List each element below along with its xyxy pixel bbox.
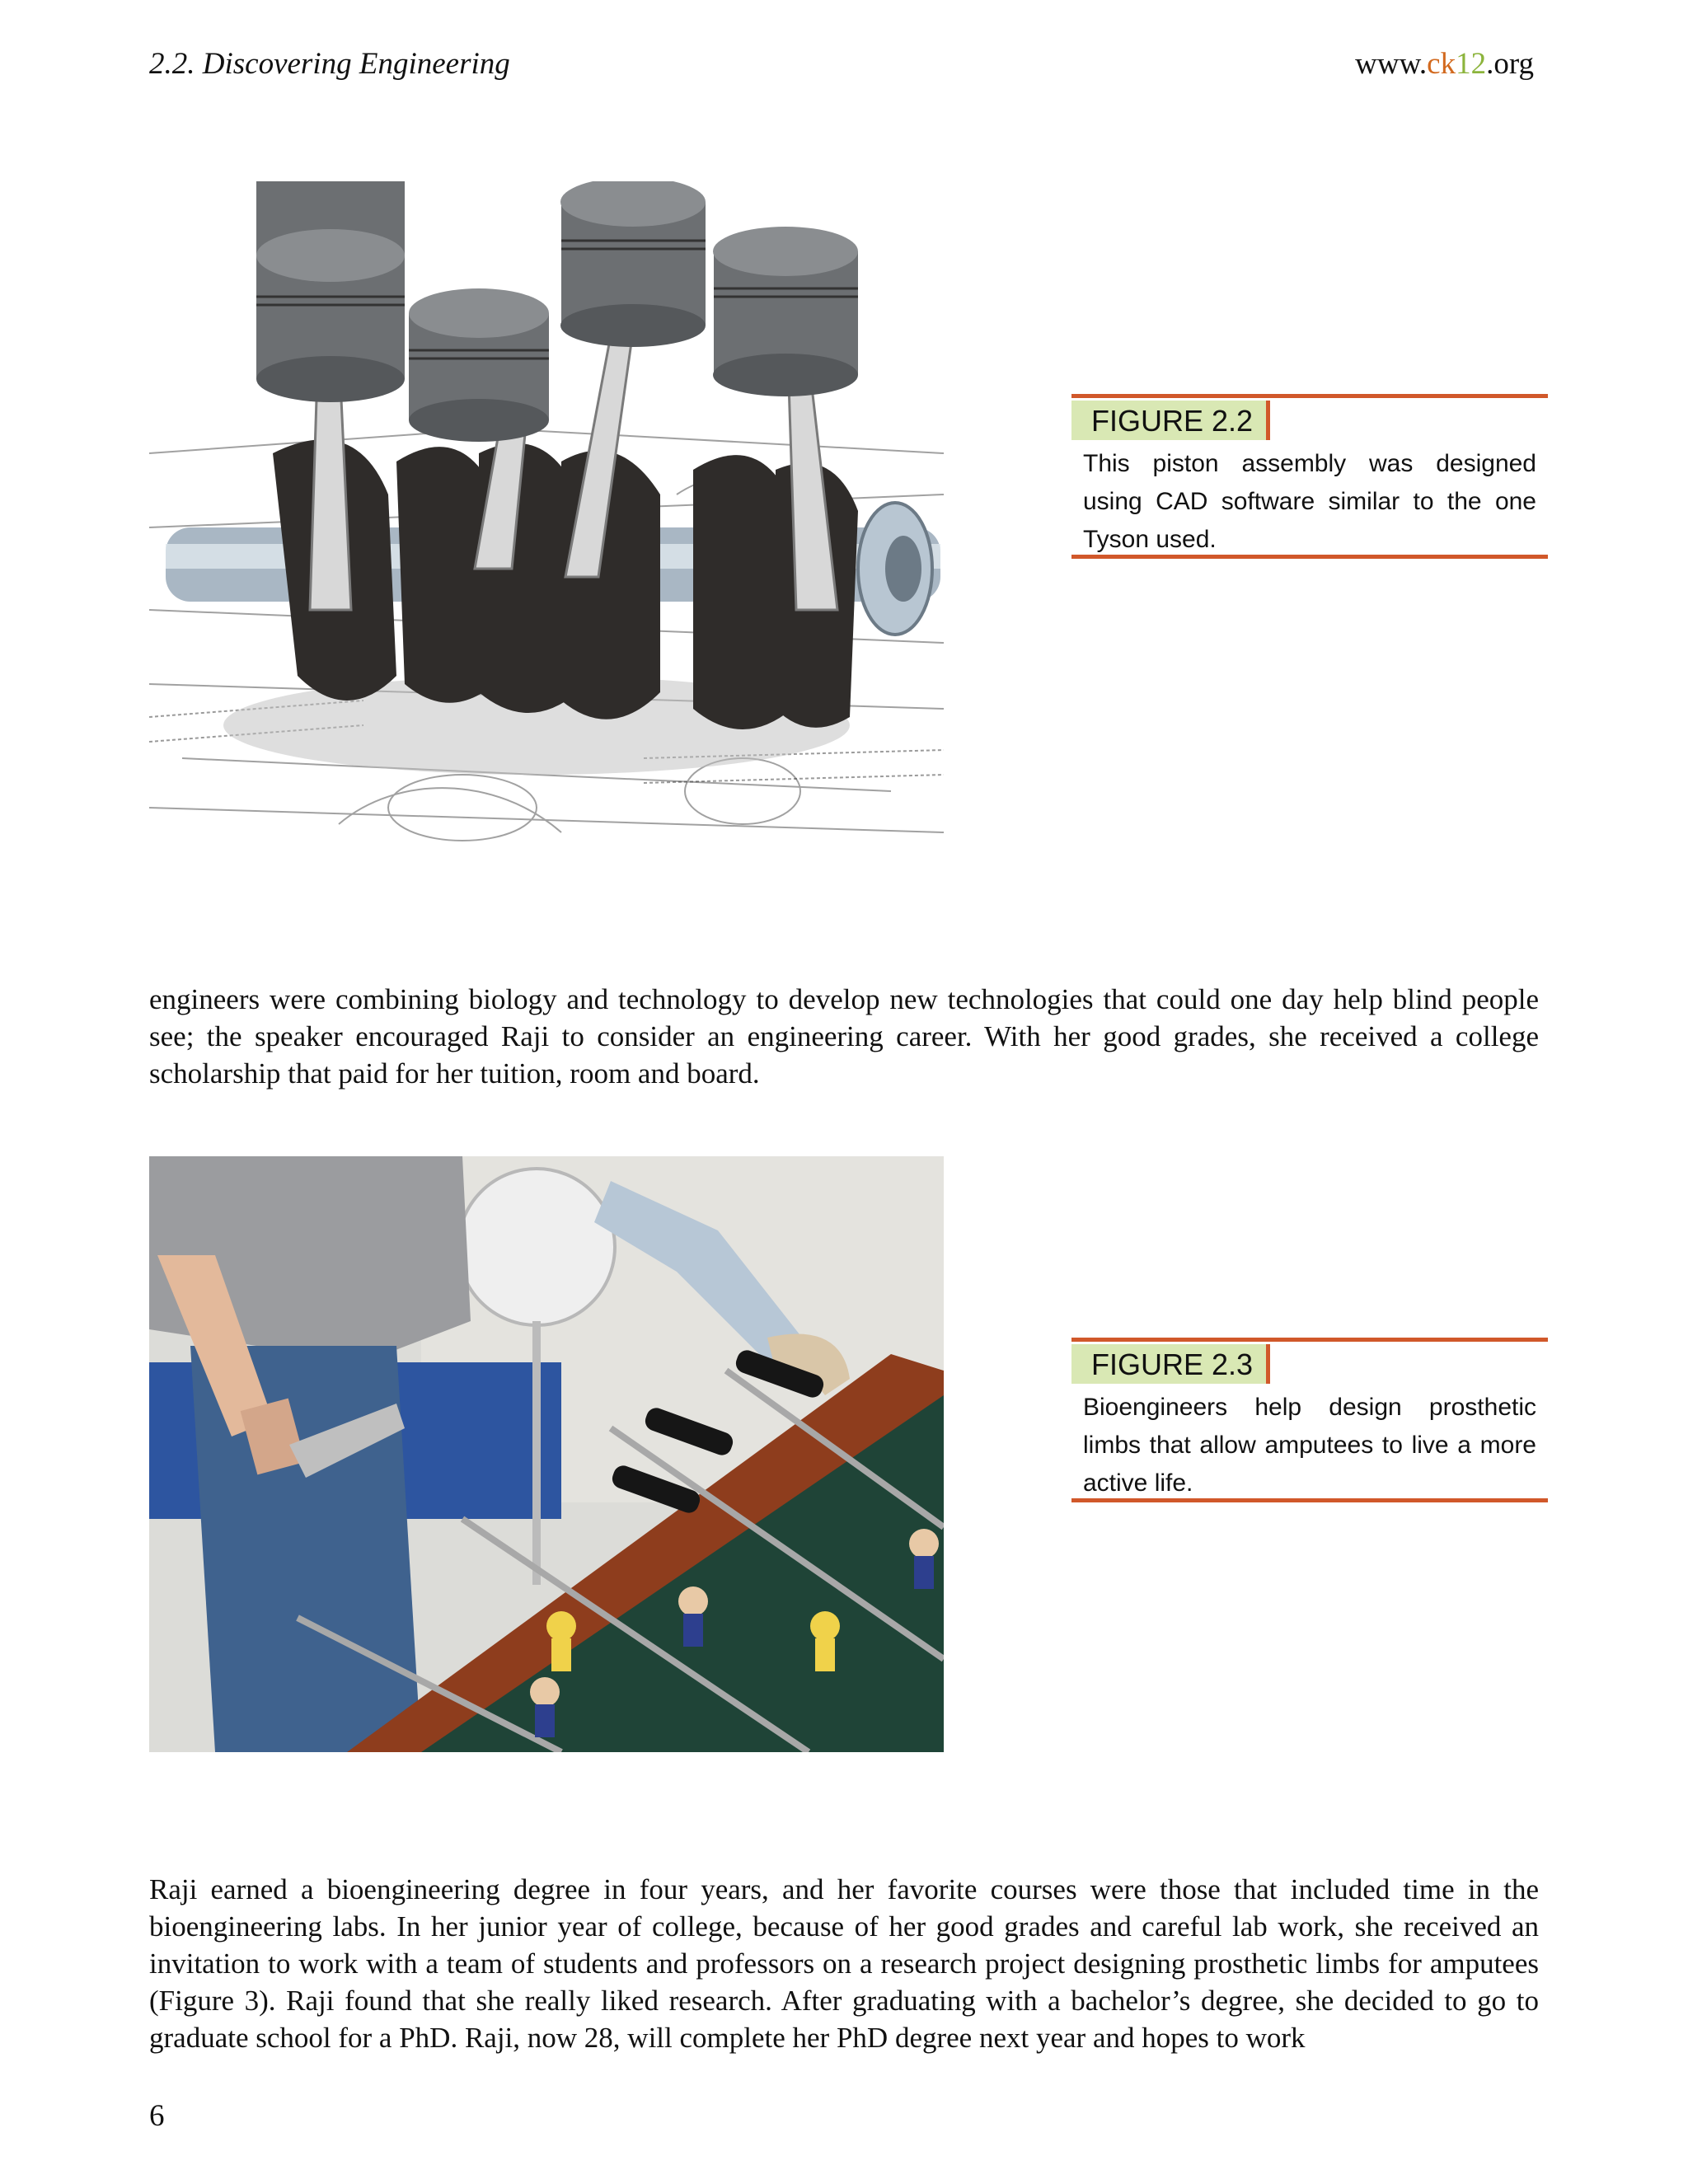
page-number: 6 — [149, 2099, 165, 2133]
figure-caption-text: This piston assembly was designed using CAD software similar to the one Tyson used. — [1083, 450, 1536, 553]
figure-2-2-caption — [1071, 394, 1548, 559]
figure-label: FIGURE 2.3 — [1071, 1344, 1270, 1384]
running-header-section: 2.2. Discovering Engineering — [149, 47, 510, 81]
running-header-url[interactable]: www.ck12.org — [1355, 47, 1534, 81]
figure-caption-text: Bioengineers help design prosthetic limbs that allow amputees to live a more active life. — [1083, 1394, 1536, 1497]
body-paragraph: Raji earned a bioengineering degree in four years, and her favorite courses were those that included time in the bioengineering labs. In her junior year of college, because of her good grades and careful lab work, she received an invitation to work with a team of students and professors on a research project designing prosthetic limbs for amputees (Figure 3). Raji found that she really liked research. After graduating with a bachelor’s degree, she decided to go to graduate school for a PhD. Raji, now 28, will complete her PhD degree next year and hopes to work — [149, 1873, 1539, 2054]
figure-2-3-caption — [1071, 1338, 1548, 1502]
body-paragraph: engineers were combining biology and technology to develop new technologies that could one day help blind people see; the speaker encouraged Raji to consider an engineering career. With her good grades, she received a college scholarship that paid for her tuition, room and board. — [149, 983, 1539, 1090]
piston-assembly-image — [149, 181, 944, 855]
prosthetic-limb-photo — [149, 1156, 944, 1752]
figure-label: FIGURE 2.2 — [1071, 401, 1270, 440]
